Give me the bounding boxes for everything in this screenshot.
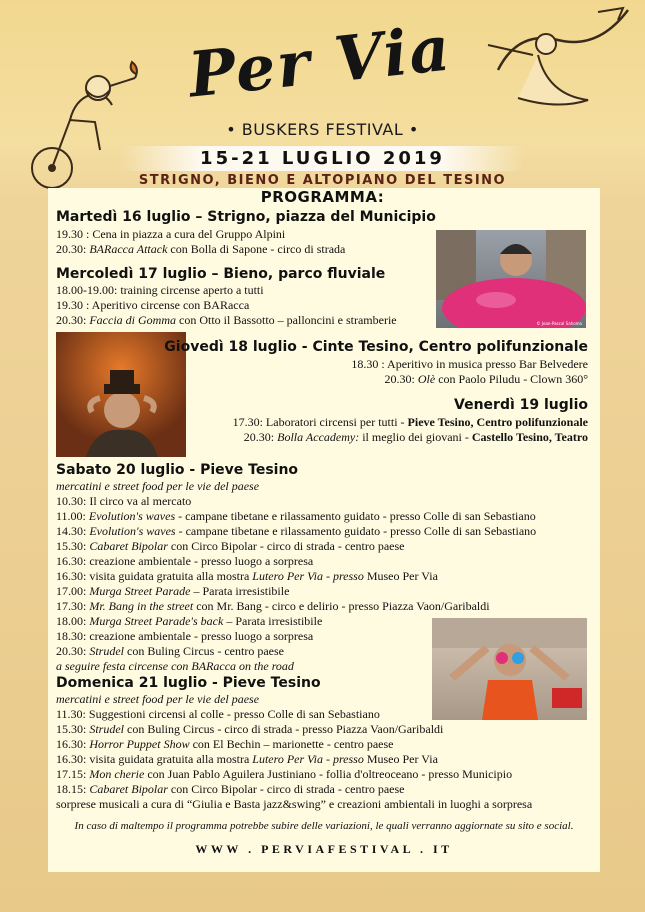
programme-line bbox=[56, 569, 438, 584]
event-time: 20.30: bbox=[56, 242, 90, 256]
event-detail: con Juan Pablo Aguilera Justiniano - follia d'oltreoceano - presso Municipio bbox=[144, 767, 513, 781]
event-detail: - campane tibetane e rilassamento guidato - presso Colle di san Sebastiano bbox=[175, 524, 537, 538]
programme-line bbox=[56, 242, 345, 257]
event-name: Mon cherie bbox=[89, 767, 145, 781]
event-name: Lutero Per Via - presso bbox=[252, 569, 364, 583]
event-name: Mr. Bang in the street bbox=[89, 599, 194, 613]
programme-line: 19.30 : Aperitivo circense con BARacca bbox=[56, 298, 250, 312]
event-detail: il meglio dei giovani - bbox=[359, 430, 472, 444]
programme-line bbox=[56, 737, 394, 752]
event-time: 17.15: bbox=[56, 767, 90, 781]
event-name: BARacca Attack bbox=[89, 242, 168, 256]
festival-logo: Per Via bbox=[185, 11, 455, 112]
programme-line bbox=[56, 707, 380, 722]
event-name: Evolution's waves bbox=[88, 509, 176, 523]
event-name: Olè bbox=[417, 372, 436, 386]
poster-header bbox=[0, 0, 645, 190]
programme-line bbox=[56, 313, 397, 328]
programme-title: PROGRAMMA: bbox=[260, 188, 385, 206]
festival-places: STRIGNO, BIENO E ALTOPIANO DEL TESINO bbox=[138, 173, 507, 188]
event-detail: Museo Per Via bbox=[363, 569, 438, 583]
event-detail: - campane tibetane e rilassamento guidato - presso Colle di san Sebastiano bbox=[175, 509, 536, 523]
programme-line bbox=[56, 629, 313, 644]
glasses-photo-art bbox=[432, 618, 587, 720]
event-detail: 17.30: Laboratori circensi per tutti - bbox=[232, 415, 408, 429]
event-name: Strudel bbox=[89, 644, 125, 658]
programme-line bbox=[56, 644, 284, 659]
weather-footnote: In caso di maltempo il programma potrebbe subire delle variazioni, le quali verranno aggiornate su sito e social. bbox=[74, 820, 574, 832]
event-name: Faccia di Gomma bbox=[89, 313, 176, 327]
event-detail: con Buling Circus - centro paese bbox=[124, 644, 284, 658]
event-time: 17.00: bbox=[56, 584, 90, 598]
day-heading-mercoledi: Mercoledì 17 luglio – Bieno, parco fluviale bbox=[56, 266, 386, 282]
programme-line bbox=[56, 599, 490, 614]
programme-line bbox=[56, 494, 191, 509]
programme-line bbox=[56, 782, 404, 797]
event-detail: con Bolla di Sapone - circo di strada bbox=[167, 242, 346, 256]
day-closing: sorprese musicali a cura di “Giulia e Basta jazz&swing” e creazioni ambientali in luoghi a sorpresa bbox=[56, 797, 533, 811]
photo-credit: © Jean-Pascal Sahoma bbox=[536, 321, 582, 326]
event-time: 11.30: bbox=[56, 707, 89, 721]
event-name: Strudel bbox=[89, 722, 125, 736]
programme-line bbox=[385, 372, 588, 387]
programme-line bbox=[56, 524, 536, 539]
event-detail: Suggestioni circensi al colle - presso Colle di san Sebastiano bbox=[88, 707, 380, 721]
event-detail: con Otto il Bassotto – palloncini e stramberie bbox=[176, 313, 397, 327]
festival-dates: 15-21 LUGLIO 2019 bbox=[120, 146, 525, 171]
event-detail: visita guidata gratuita alla mostra bbox=[89, 752, 253, 766]
day-heading-venerdi: Venerdì 19 luglio bbox=[454, 397, 588, 413]
event-time: 20.30: bbox=[56, 313, 90, 327]
event-place: Pieve Tesino, Centro polifunzionale bbox=[407, 415, 588, 429]
event-name: Evolution's waves bbox=[89, 524, 176, 538]
event-time: 18.15: bbox=[56, 782, 90, 796]
programme-line bbox=[56, 614, 322, 629]
programme-line bbox=[56, 539, 404, 554]
event-detail: creazione ambientale - presso luogo a sorpresa bbox=[89, 629, 314, 643]
event-time: 15.30: bbox=[56, 539, 90, 553]
event-time: 17.30: bbox=[56, 599, 90, 613]
event-time: 18.30: bbox=[56, 629, 90, 643]
event-detail: con Buling Circus - circo di strada - presso Piazza Vaon/Garibaldi bbox=[124, 722, 444, 736]
event-detail: con Mr. Bang - circo e delirio - presso Piazza Vaon/Garibaldi bbox=[193, 599, 490, 613]
day-closing: a seguire festa circense con BARacca on the road bbox=[56, 659, 294, 673]
event-detail: creazione ambientale - presso luogo a sorpresa bbox=[89, 554, 314, 568]
website-link[interactable]: WWW . PERVIAFESTIVAL . IT bbox=[195, 842, 453, 856]
programme-line bbox=[56, 767, 512, 782]
event-name: Horror Puppet Show bbox=[89, 737, 190, 751]
event-detail: Museo Per Via bbox=[363, 752, 438, 766]
programme-line bbox=[56, 752, 438, 767]
day-intro: mercatini e street food per le vie del paese bbox=[56, 692, 260, 706]
event-time: 20.30: bbox=[384, 372, 418, 386]
programme-line bbox=[233, 415, 588, 430]
event-detail: – Parata irresistibile bbox=[223, 614, 323, 628]
flying-figure-illustration bbox=[478, 0, 645, 120]
event-name: Cabaret Bipolar bbox=[89, 782, 168, 796]
event-time: 18.00: bbox=[56, 614, 90, 628]
event-detail: Il circo va al mercato bbox=[89, 494, 192, 508]
event-time: 16.30: bbox=[56, 569, 90, 583]
event-detail: con Paolo Piludu - Clown 360° bbox=[435, 372, 588, 386]
programme-line bbox=[56, 509, 536, 524]
event-name: Murga Street Parade bbox=[89, 584, 191, 598]
event-time: 14.30: bbox=[56, 524, 90, 538]
event-time: 10.30: bbox=[56, 494, 90, 508]
event-detail: con Circo Bipolar - circo di strada - centro paese bbox=[167, 782, 405, 796]
event-time: 11.00: bbox=[56, 509, 89, 523]
day-heading-sabato: Sabato 20 luglio - Pieve Tesino bbox=[56, 462, 299, 478]
event-detail: visita guidata gratuita alla mostra bbox=[89, 569, 253, 583]
balloon-performer-photo bbox=[436, 230, 586, 328]
programme-line: 18.30 : Aperitivo in musica presso Bar Belvedere bbox=[351, 357, 588, 371]
day-heading-martedi: Martedì 16 luglio – Strigno, piazza del Municipio bbox=[56, 209, 436, 225]
event-detail: con Circo Bipolar - circo di strada - centro paese bbox=[167, 539, 405, 553]
event-time: 15.30: bbox=[56, 722, 90, 736]
programme-line bbox=[56, 584, 289, 599]
programme-line bbox=[56, 722, 443, 737]
event-name: Lutero Per Via - presso bbox=[252, 752, 364, 766]
event-time: 20.30: bbox=[56, 644, 90, 658]
event-time: 20.30: bbox=[243, 430, 278, 444]
event-time: 16.30: bbox=[56, 737, 90, 751]
event-detail: – Parata irresistibile bbox=[190, 584, 290, 598]
event-name: Bolla Accademy: bbox=[277, 430, 360, 444]
glasses-performer-photo bbox=[432, 618, 587, 720]
balloon-photo-art bbox=[436, 230, 586, 328]
event-detail: con El Bechin – marionette - centro paese bbox=[189, 737, 394, 751]
programme-line: 18.00-19.00: training circense aperto a tutti bbox=[56, 283, 264, 297]
programme-line: 19.30 : Cena in piazza a cura del Gruppo Alpini bbox=[56, 227, 286, 241]
event-time: 16.30: bbox=[56, 752, 90, 766]
event-name: Murga Street Parade's back bbox=[89, 614, 224, 628]
day-intro: mercatini e street food per le vie del paese bbox=[56, 479, 260, 493]
event-time: 16.30: bbox=[56, 554, 90, 568]
programme-line bbox=[244, 430, 588, 445]
event-place: Castello Tesino, Teatro bbox=[471, 430, 588, 444]
festival-subtitle: • BUSKERS FESTIVAL • bbox=[226, 120, 419, 139]
day-heading-giovedi: Giovedì 18 luglio - Cinte Tesino, Centro polifunzionale bbox=[164, 339, 588, 355]
programme-line bbox=[56, 554, 313, 569]
event-name: Cabaret Bipolar bbox=[89, 539, 168, 553]
day-heading-domenica: Domenica 21 luglio - Pieve Tesino bbox=[56, 675, 321, 691]
